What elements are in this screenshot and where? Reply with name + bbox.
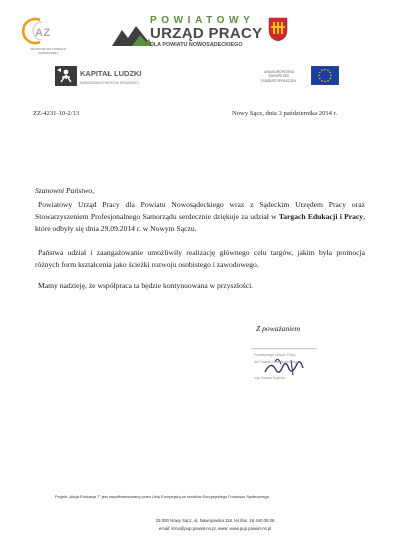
eu-flag-icon [311,66,339,85]
svg-text:AZ: AZ [35,27,51,39]
paragraph-hope: Mamy nadzieję, że współpraca ta będzie kontynuowana w przyszłości. [38,281,254,290]
salutation: Szanowni Państwo, [35,186,95,195]
footer-contact: email: krno@pup.powiat-ns.pl, www: www.pup.powiat-ns.pl [158,526,272,531]
paragraph-goal: Państwa udział i zaangażowanie umożliwiły realizację głównego celu targów, jakim była promocja różnych form kształcenia jako ścieżki rozwoju osobistego i zawodowego. [35,248,365,269]
funding-footnote: Projekt „Akcja Edukacja 7” jest współfinansowany przez Unię Europejską ze środków Europejskiego Funduszu Społecznego [55,494,269,499]
kapital-ludzki-title: KAPITAŁ LUDZKI [80,69,142,78]
caz-logo-caption [20,47,76,55]
eu-star-icon [330,75,332,77]
eu-caption [250,70,308,83]
paragraph-thanks-tail: , które odbyły się dnia 29.09.2014 r. w Nowym Sączu. [35,211,365,233]
event-name: Targach Edukacji i Pracy [278,211,364,221]
stamp-signatory: mgr Jolanta Szybala [254,376,285,380]
stamp-line2: dla Powiatu Nowosądeckiego [254,360,299,364]
caz-logo-icon [22,16,70,46]
eu-caption-line1: UNIA EUROPEJSKA [264,70,294,74]
caz-caption-line1: CENTRUM AKTYWIZACJI [30,47,66,51]
pup-name-line2: URZĄD PRACY [150,25,263,42]
reference-number: ZZ-4231-10-2/13 [33,110,80,117]
eu-star-icon [329,72,331,74]
county-crest-icon [268,17,288,42]
closing-phrase: Z poważaniem [256,324,301,333]
eu-star-icon [324,81,326,83]
eu-caption-line3: FUNDUSZ SPOŁECZNY [261,78,297,83]
caz-caption-line2: ZAWODOWEJ [38,51,58,55]
paragraph-thanks-text: Powiatowy Urząd Pracy dla Powiatu Nowosądeckiego wraz z Sądeckim Urzędem Pracy oraz Stowarzyszeniem Profesjonalnego Samorządu serdecznie dziękuje za udział w [35,200,365,221]
pup-name-line1: POWIATOWY [150,15,255,26]
pup-name-line3: DLA POWIATU NOWOSĄDECKIEGO [150,42,243,48]
eu-star-icon [327,80,329,82]
eu-caption-line2: EUROPEJSKI [268,74,290,79]
stamp-line1: Powiatowego Urzędu Pracy [254,353,296,357]
paragraph-thanks [35,199,365,235]
eu-star-icon [327,70,329,72]
eu-star-icon [318,75,320,77]
eu-star-icon [319,72,321,74]
letter-date: Nowy Sącz, dnia 3 października 2014 r. [232,110,338,117]
eu-star-icon [324,69,326,71]
footer-address: 33-300 Nowy Sącz, ul. Nawojowska 118, tel./fax. 18 440 08 06 [155,518,275,523]
mountains-logo-icon [112,22,152,46]
eu-star-icon [329,78,331,80]
eu-star-icon [321,80,323,82]
eu-star-icon [321,70,323,72]
eu-star-icon [319,78,321,80]
kapital-ludzki-subtitle: NARODOWA STRATEGIA SPÓJNOŚCI [80,81,139,85]
kapital-ludzki-logo-icon [55,66,77,86]
